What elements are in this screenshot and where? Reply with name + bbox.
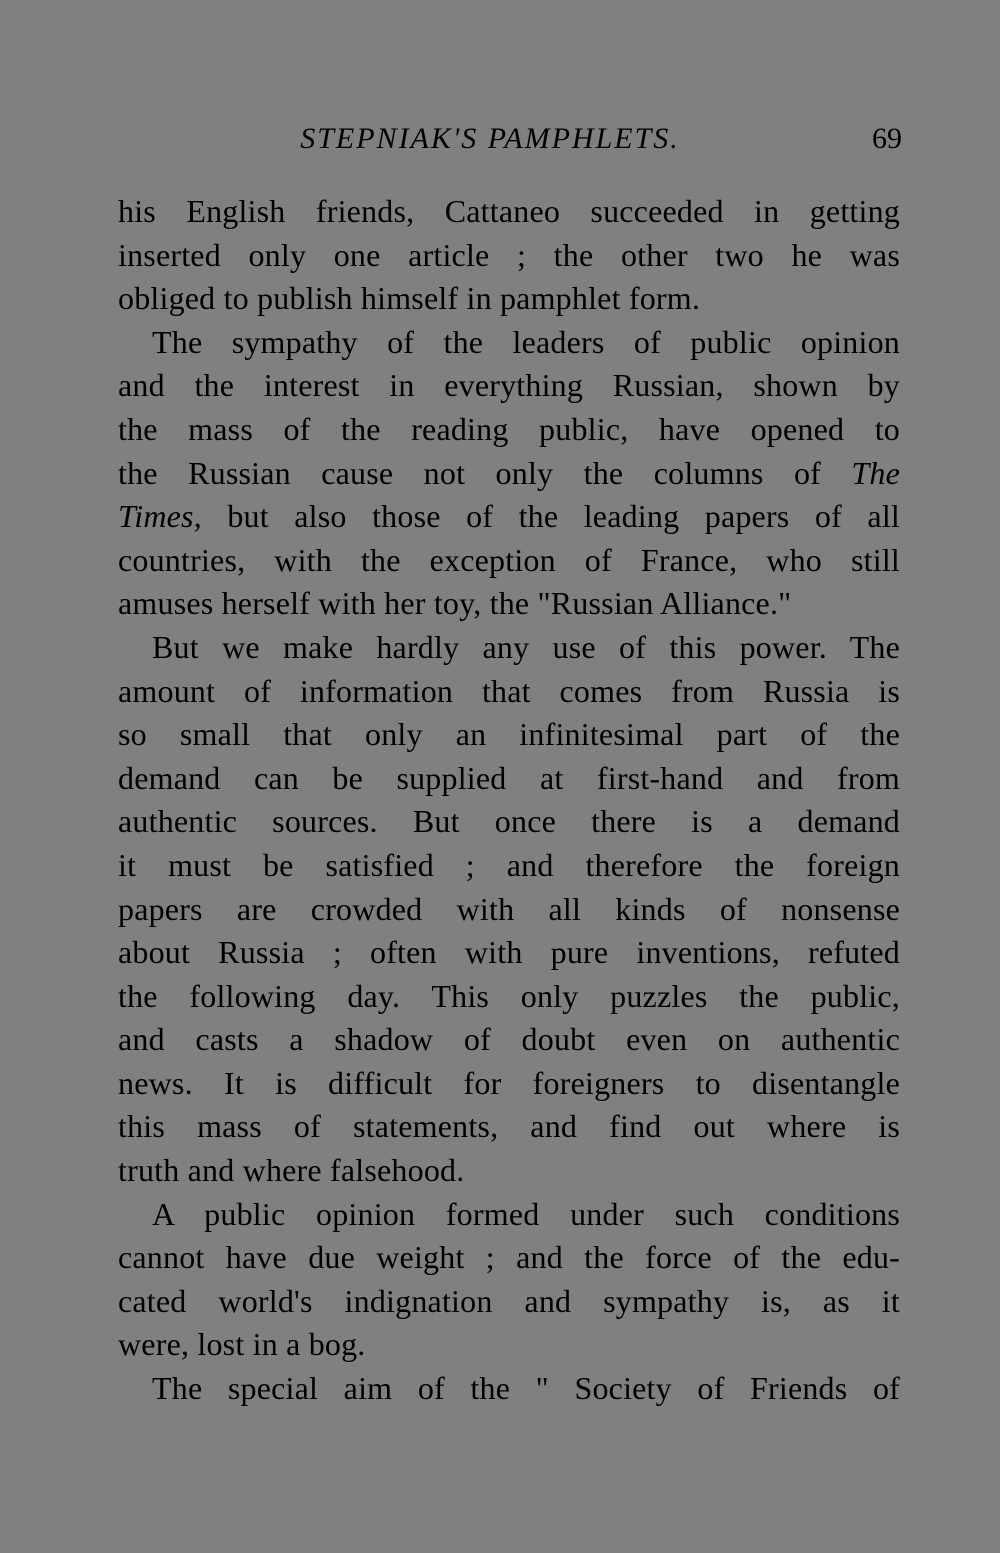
text-line: countries, with the exception of France, who still bbox=[118, 541, 900, 578]
text-line: truth and where falsehood. bbox=[118, 1152, 465, 1189]
text-line: obliged to publish himself in pamphlet form. bbox=[118, 280, 701, 317]
text-line: about Russia ; often with pure inventions, refuted bbox=[118, 934, 900, 971]
page-number: 69 bbox=[872, 122, 902, 155]
text-line bbox=[118, 452, 900, 496]
text-line: A public opinion formed under such conditions bbox=[152, 1195, 900, 1232]
running-head bbox=[118, 118, 902, 162]
italic-title: Times, bbox=[118, 498, 202, 535]
running-title: STEPNIAK'S PAMPHLETS. bbox=[300, 122, 680, 155]
text-line: his English friends, Cattaneo succeeded in getting bbox=[118, 193, 900, 229]
text-line: so small that only an infinitesimal part of the bbox=[118, 716, 900, 753]
text-line: papers are crowded with all kinds of nonsense bbox=[118, 890, 900, 927]
text-line: amount of information that comes from Russia is bbox=[118, 672, 900, 709]
text-line: it must be satisfied ; and therefore the foreign bbox=[118, 846, 900, 883]
text-line: were, lost in a bog. bbox=[118, 1326, 366, 1363]
text-line: this mass of statements, and find out where is bbox=[118, 1108, 900, 1145]
text-line: cannot have due weight ; and the force of the edu- bbox=[118, 1239, 900, 1276]
text-line: authentic sources. But once there is a demand bbox=[118, 803, 900, 840]
text-line: inserted only one article ; the other two he was bbox=[118, 236, 900, 273]
text-line: the following day. This only puzzles the public, bbox=[118, 977, 900, 1014]
text-line: But we make hardly any use of this power. The bbox=[152, 628, 900, 665]
italic-title: The bbox=[851, 454, 900, 491]
text-line: and casts a shadow of doubt even on authentic bbox=[118, 1021, 900, 1058]
text-line bbox=[118, 495, 900, 539]
text-line: and the interest in everything Russian, shown by bbox=[118, 367, 900, 404]
text-line: The special aim of the " Society of Friends of bbox=[152, 1370, 900, 1407]
text-line: news. It is difficult for foreigners to disentangle bbox=[118, 1064, 900, 1101]
text-line: amuses herself with her toy, the "Russian Alliance." bbox=[118, 585, 792, 622]
text-line: cated world's indignation and sympathy is, as it bbox=[118, 1282, 900, 1319]
line-text: the Russian cause not only the columns of bbox=[118, 454, 821, 491]
line-text: but also those of the leading papers of all bbox=[227, 498, 900, 535]
body-text bbox=[118, 190, 900, 1411]
text-line: demand can be supplied at first-hand and from bbox=[118, 759, 900, 796]
text-line: The sympathy of the leaders of public opinion bbox=[152, 323, 900, 360]
text-line: the mass of the reading public, have opened to bbox=[118, 410, 900, 447]
